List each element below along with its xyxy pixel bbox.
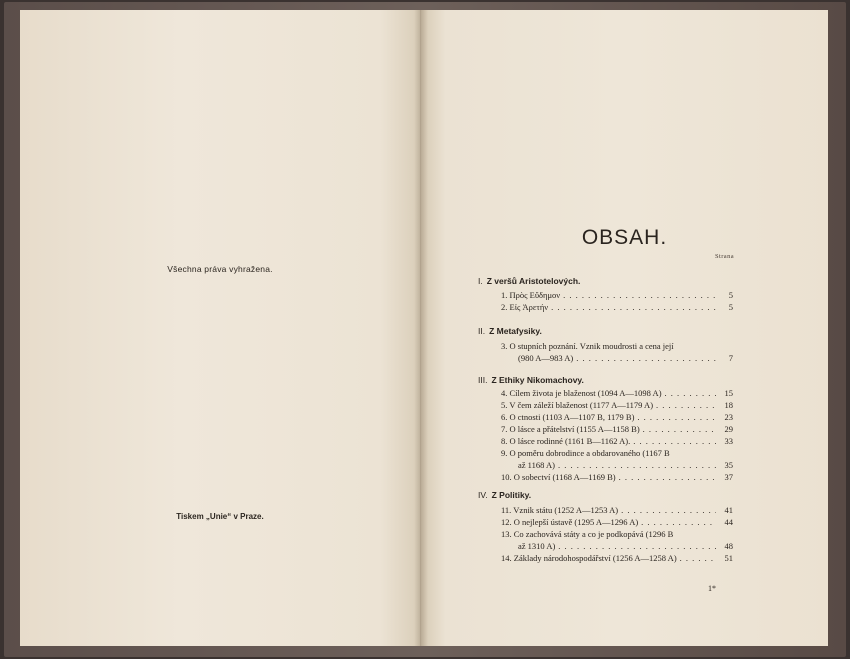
- toc-section: [478, 276, 580, 286]
- leader-dots: [641, 516, 716, 528]
- entry-continuation: až 1310 A): [518, 541, 556, 551]
- entry-label: 2. Εἰς Ἀρετήν: [501, 302, 549, 312]
- entry-label: 8. O lásce rodinné (1161 B—1162 A).: [501, 436, 631, 446]
- toc-entry: [501, 340, 733, 364]
- entry-label: 12. O nejlepší ústavě (1295 A—1296 A): [501, 517, 639, 527]
- leader-dots: [621, 504, 716, 516]
- leader-dots: [633, 435, 716, 447]
- entry-page: 18: [724, 400, 733, 410]
- toc-section: [478, 375, 584, 385]
- entry-label: 6. O ctnosti (1103 A—1107 B, 1179 B): [501, 412, 635, 422]
- toc-entry: [501, 471, 733, 483]
- leader-dots: [558, 540, 716, 552]
- entry-page: 51: [724, 553, 733, 563]
- section-title: Z Politiky.: [491, 490, 532, 500]
- toc-section: [478, 326, 542, 336]
- entry-continuation: až 1168 A): [518, 460, 555, 470]
- toc-entry: [501, 528, 733, 552]
- toc-entry: [501, 516, 733, 528]
- leader-dots: [665, 387, 716, 399]
- section-title: Z Ethiky Nikomachovy.: [491, 375, 584, 385]
- leader-dots: [619, 471, 716, 483]
- entry-label: 13. Co zachovává státy a co je podkopává (1296 B: [501, 529, 674, 539]
- leader-dots: [576, 352, 716, 364]
- entry-label: 9. O poměru dobrodince a obdarovaného (1167 B: [501, 448, 670, 458]
- section-number: II.: [478, 326, 486, 336]
- section-number: IV.: [478, 490, 488, 500]
- section-number: I.: [478, 276, 483, 286]
- entry-label: 10. O sobectví (1168 A—1169 B): [501, 472, 616, 482]
- book-gutter: [414, 10, 428, 646]
- page-column-header: Strana: [715, 253, 735, 260]
- entry-page: 41: [724, 505, 733, 515]
- toc-entry: [501, 504, 733, 516]
- entry-page: 23: [724, 412, 733, 422]
- entry-label: 1. Πρὸς Εὔδημον: [501, 290, 561, 300]
- right-page: [421, 10, 828, 646]
- toc-entry: [501, 289, 733, 301]
- entry-page: 7: [728, 353, 733, 363]
- toc-entry: [501, 387, 733, 399]
- leader-dots: [643, 423, 716, 435]
- toc-entry: [501, 447, 733, 471]
- leader-dots: [637, 411, 716, 423]
- section-number: III.: [478, 375, 488, 385]
- entry-page: 33: [724, 436, 733, 446]
- printer-imprint: Tiskem „Unie“ v Praze.: [176, 512, 264, 521]
- entry-page: 35: [724, 460, 733, 470]
- toc-entry: [501, 435, 733, 447]
- rights-notice: Všechna práva vyhražena.: [167, 264, 273, 274]
- entry-page: 5: [728, 302, 733, 312]
- section-title: Z Metafysiky.: [489, 326, 542, 336]
- entry-label: 7. O lásce a přátelství (1155 A—1158 B): [501, 424, 640, 434]
- toc-entry: [501, 411, 733, 423]
- toc-entry: [501, 423, 733, 435]
- entry-continuation: (980 A—983 A): [518, 353, 574, 363]
- entry-page: 37: [724, 472, 733, 482]
- toc-entry: [501, 552, 733, 564]
- entry-page: 44: [724, 517, 733, 527]
- leader-dots: [551, 301, 716, 313]
- section-title: Z veršů Aristotelových.: [486, 276, 581, 286]
- entry-label: 14. Základy národohospodářství (1256 A—1258 A): [501, 553, 677, 563]
- entry-label: 11. Vznik státu (1252 A—1253 A): [501, 505, 619, 515]
- entry-label: 4. Cílem života je blaženost (1094 A—1098 A): [501, 388, 662, 398]
- entry-page: 15: [724, 388, 733, 398]
- left-page: [20, 10, 421, 646]
- toc-entry: [501, 301, 733, 313]
- toc-section: [478, 490, 531, 500]
- entry-page: 48: [724, 541, 733, 551]
- entry-page: 29: [724, 424, 733, 434]
- entry-page: 5: [728, 290, 733, 300]
- toc-entry: [501, 399, 733, 411]
- entry-label: 5. V čem záleží blaženost (1177 A—1179 A): [501, 400, 654, 410]
- leader-dots: [680, 552, 716, 564]
- page-title: OBSAH.: [581, 226, 668, 249]
- leader-dots: [656, 399, 716, 411]
- entry-label: 3. O stupních poznání. Vznik moudrosti a cena její: [501, 341, 674, 351]
- leader-dots: [563, 289, 716, 301]
- signature-mark: 1*: [708, 584, 716, 593]
- leader-dots: [558, 459, 716, 471]
